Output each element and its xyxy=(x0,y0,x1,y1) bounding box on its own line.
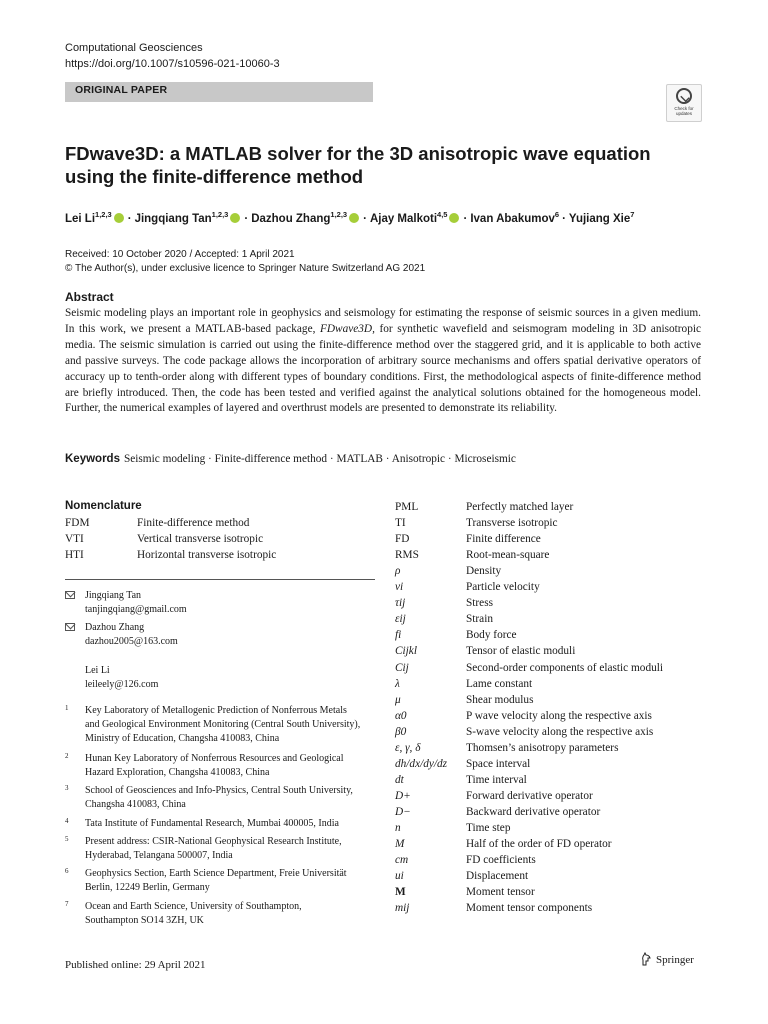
symbol-row xyxy=(395,692,735,708)
affiliation xyxy=(65,900,385,928)
keywords-text: Seismic modeling · Finite-difference method · MATLAB · Anisotropic · Microseismic xyxy=(123,453,516,465)
symbol: ρ xyxy=(395,565,401,577)
nomenclature-desc: Vertical transverse isotropic xyxy=(137,533,264,545)
publisher-name: Springer xyxy=(656,954,694,966)
symbol-desc: Time step xyxy=(466,822,511,834)
symbol-row xyxy=(395,868,735,884)
symbol-desc: Time interval xyxy=(466,774,527,786)
affiliation-line: Southampton SO14 3ZH, UK xyxy=(85,915,204,926)
symbol-desc: Forward derivative operator xyxy=(466,790,593,802)
author-separator: · xyxy=(244,213,249,225)
footnote-rule xyxy=(65,579,375,580)
symbol-row xyxy=(395,708,735,724)
affiliation-line: Geophysics Section, Earth Science Department, Freie Universität xyxy=(85,868,347,879)
badge-text: Check for updates xyxy=(674,106,694,116)
nomenclature-row xyxy=(65,547,375,563)
abstract-part-2: for synthetic wavefield and seismogram modeling in 3D anisotropic media. The seismic simulation is carried out using the finite-difference method over the staggered grid, and it is applicable to both active and passive surveys. The code package allows the incorporation of arbitrary source mechanisms and offers spatial derivative operators of accuracy up to tenth-order along with different types of boundary conditions. First, the methodological aspects of finite-difference method are briefly introduced. Then, the code has been tested and verified against the analytical solutions obtained for the homogeneous model. Further, the numerical examples of layered and overthrust models are presented to demonstrate its reliability. xyxy=(65,322,702,415)
symbol: FD xyxy=(395,533,410,545)
affiliation-line: School of Geosciences and Info-Physics, Central South University, xyxy=(85,785,353,796)
symbol-desc: Tensor of elastic moduli xyxy=(466,645,576,657)
symbol: M xyxy=(395,838,405,850)
affiliation-number: 3 xyxy=(65,784,69,792)
keywords xyxy=(65,452,516,467)
nomenclature-abbr: HTI xyxy=(65,549,84,561)
symbol-desc: Thomsen’s anisotropy parameters xyxy=(466,742,619,754)
symbol-desc: Moment tensor xyxy=(466,886,535,898)
symbol: D− xyxy=(395,806,411,818)
symbol: λ xyxy=(395,678,400,690)
author-affiliation-marker: 1,2,3 xyxy=(95,210,112,219)
symbol-row xyxy=(395,579,735,595)
nomenclature-row xyxy=(65,515,375,531)
paper-title xyxy=(65,142,685,188)
affiliation xyxy=(65,752,385,780)
nomenclature-abbr: VTI xyxy=(65,533,84,545)
affiliation-line: Hunan Key Laboratory of Nonferrous Resources and Geological xyxy=(85,753,344,764)
affiliation-line: and Geological Environment Monitoring (Central South University), xyxy=(85,719,361,730)
orcid-icon[interactable] xyxy=(449,213,459,223)
symbol-row xyxy=(395,788,735,804)
affiliation-line: Changsha 410083, China xyxy=(85,799,186,810)
orcid-icon[interactable] xyxy=(230,213,240,223)
symbol: εij xyxy=(395,613,406,625)
symbol-row xyxy=(395,595,735,611)
affiliation-line: Tata Institute of Fundamental Research, Mumbai 400005, India xyxy=(85,818,339,829)
symbol-row xyxy=(395,643,735,659)
symbol: M xyxy=(395,886,406,898)
symbol: fi xyxy=(395,629,402,641)
symbol: Cijkl xyxy=(395,645,417,657)
symbol-row xyxy=(395,852,735,868)
envelope-icon xyxy=(65,591,75,599)
abstract-text xyxy=(65,306,701,417)
symbol: β0 xyxy=(395,726,407,738)
affiliation-line: Hyderabad, Telangana 500007, India xyxy=(85,850,233,861)
received-accepted: Received: 10 October 2020 / Accepted: 1 April 2021 xyxy=(65,249,295,260)
symbol: D+ xyxy=(395,790,411,802)
symbol-desc: Perfectly matched layer xyxy=(466,501,574,513)
symbol-desc: S-wave velocity along the respective axis xyxy=(466,726,654,738)
keywords-label: Keywords xyxy=(65,453,120,465)
symbol-row xyxy=(395,900,735,916)
affiliation-line: Key Laboratory of Metallogenic Prediction of Nonferrous Metals xyxy=(85,705,347,716)
contact-block xyxy=(65,589,375,617)
symbol-row xyxy=(395,531,735,547)
contact-email[interactable]: tanjingqiang@gmail.com xyxy=(85,604,187,615)
symbol-row xyxy=(395,563,735,579)
affiliation-number: 6 xyxy=(65,867,69,875)
nomenclature-desc: Finite-difference method xyxy=(137,517,250,529)
symbol-desc: P wave velocity along the respective axis xyxy=(466,710,652,722)
contact-name: Dazhou Zhang xyxy=(85,622,145,633)
symbol: RMS xyxy=(395,549,419,561)
symbol: n xyxy=(395,822,401,834)
symbol: PML xyxy=(395,501,419,513)
abstract-heading: Abstract xyxy=(65,290,114,304)
symbol-desc: Shear modulus xyxy=(466,694,534,706)
affiliation-number: 7 xyxy=(65,900,69,908)
symbol-desc: Half of the order of FD operator xyxy=(466,838,612,850)
affiliation-line: Ministry of Education, Changsha 410083, China xyxy=(85,733,280,744)
symbol-row xyxy=(395,804,735,820)
affiliation-number: 1 xyxy=(65,704,69,712)
symbol-row xyxy=(395,515,735,531)
springer-horse-icon xyxy=(640,952,652,966)
affiliation xyxy=(65,704,385,746)
author-affiliation-marker: 4,5 xyxy=(437,210,448,219)
author-separator: · xyxy=(463,213,468,225)
affiliation xyxy=(65,784,385,812)
section-bar xyxy=(65,82,373,102)
symbol: TI xyxy=(395,517,406,529)
orcid-icon[interactable] xyxy=(349,213,359,223)
symbol-desc: Transverse isotropic xyxy=(466,517,558,529)
contact-email[interactable]: leileely@126.com xyxy=(85,679,159,690)
affiliation-line: Ocean and Earth Science, University of Southampton, xyxy=(85,901,302,912)
dates xyxy=(65,248,425,276)
symbol: mij xyxy=(395,902,410,914)
affiliation-line: Berlin, 12249 Berlin, Germany xyxy=(85,882,210,893)
symbol: dh/dx/dy/dz xyxy=(395,758,448,770)
author-list xyxy=(65,206,755,228)
section-label: ORIGINAL PAPER xyxy=(75,84,168,96)
affiliation-number: 4 xyxy=(65,817,69,825)
symbol: dt xyxy=(395,774,404,786)
symbol-desc: Body force xyxy=(466,629,517,641)
check-icon xyxy=(676,88,692,104)
check-for-updates-badge[interactable] xyxy=(666,84,702,122)
symbol-row xyxy=(395,756,735,772)
symbol-desc: Lame constant xyxy=(466,678,533,690)
contact-block xyxy=(65,664,375,692)
orcid-icon[interactable] xyxy=(114,213,124,223)
symbol-row xyxy=(395,627,735,643)
abstract-part-1: Seismic modeling plays an important role in geophysics and seismology for estimating the response of seismic sources in a given medium. In this work, we present a MATLAB-based package, xyxy=(65,307,701,335)
affiliation-line: Hazard Exploration, Changsha 410083, China xyxy=(85,767,270,778)
symbol-desc: Space interval xyxy=(466,758,531,770)
symbol-row xyxy=(395,547,735,563)
affiliation-number: 5 xyxy=(65,835,69,843)
published-online: Published online: 29 April 2021 xyxy=(65,959,206,971)
symbol-row xyxy=(395,836,735,852)
affiliation xyxy=(65,867,385,895)
nomenclature-row xyxy=(65,531,375,547)
affiliation xyxy=(65,835,385,863)
symbol-row xyxy=(395,820,735,836)
contact-block xyxy=(65,621,375,649)
contact-email[interactable]: dazhou2005@163.com xyxy=(85,636,178,647)
symbol-desc: Density xyxy=(466,565,502,577)
symbol-row xyxy=(395,660,735,676)
author-separator: · xyxy=(363,213,367,225)
author-affiliation-marker: 1,2,3 xyxy=(211,210,229,219)
nomenclature-heading: Nomenclature xyxy=(65,500,142,512)
affiliation xyxy=(65,817,385,831)
symbol-row xyxy=(395,740,735,756)
copyright-line: © The Author(s), under exclusive licence to Springer Nature Switzerland AG 2021 xyxy=(65,263,426,274)
contact-name: Jingqiang Tan xyxy=(85,590,142,601)
symbol-desc: Strain xyxy=(466,613,493,625)
author-affiliation-marker: 1,2,3 xyxy=(330,210,348,219)
doi-link[interactable]: https://doi.org/10.1007/s10596-021-10060-3 xyxy=(65,58,280,70)
symbol-row xyxy=(395,499,735,515)
springer-logo[interactable] xyxy=(640,952,694,966)
contact-name: Lei Li xyxy=(85,665,110,676)
symbol: τij xyxy=(395,597,406,609)
symbol-row xyxy=(395,772,735,788)
author-name[interactable]: Lei Li xyxy=(65,213,96,225)
author-name[interactable]: Dazhou Zhang xyxy=(251,213,331,225)
author-affiliation-marker: 7 xyxy=(630,210,635,219)
title-line-2: using the finite-difference method xyxy=(65,166,364,187)
author-name[interactable]: Yujiang Xie xyxy=(568,213,631,225)
symbol-desc: Particle velocity xyxy=(466,581,540,593)
envelope-icon xyxy=(65,623,75,631)
author-affiliation-marker: 6 xyxy=(554,210,560,219)
symbol-row xyxy=(395,884,735,900)
symbol-desc: Stress xyxy=(466,597,493,609)
symbol-desc: Finite difference xyxy=(466,533,541,545)
author-separator: · xyxy=(127,213,132,225)
symbol: ε, γ, δ xyxy=(395,742,421,754)
author-name[interactable]: Ajay Malkoti xyxy=(369,213,438,225)
journal-name: Computational Geosciences xyxy=(65,42,203,54)
symbol: cm xyxy=(395,854,409,866)
symbol-desc: Backward derivative operator xyxy=(466,806,601,818)
symbol: ui xyxy=(395,870,404,882)
affiliation-number: 2 xyxy=(65,752,69,760)
package-name: FDwave3D, xyxy=(320,322,375,335)
author-separator: · xyxy=(562,213,566,225)
symbol: Cij xyxy=(395,662,409,674)
symbol-desc: Root-mean-square xyxy=(466,549,550,561)
symbol-desc: Second-order components of elastic moduli xyxy=(466,662,664,674)
journal-header xyxy=(65,40,280,72)
nomenclature-desc: Horizontal transverse isotropic xyxy=(137,549,277,561)
symbol-row xyxy=(395,676,735,692)
affiliation-line: Present address: CSIR-National Geophysical Research Institute, xyxy=(85,836,342,847)
title-line-1: FDwave3D: a MATLAB solver for the 3D anisotropic wave equation xyxy=(65,143,651,164)
nomenclature-abbr: FDM xyxy=(65,517,90,529)
symbol-desc: FD coefficients xyxy=(466,854,536,866)
symbol-desc: Displacement xyxy=(466,870,529,882)
author-name[interactable]: Jingqiang Tan xyxy=(134,213,212,225)
symbol-desc: Moment tensor components xyxy=(466,902,593,914)
symbol-row xyxy=(395,611,735,627)
symbol: μ xyxy=(395,694,401,706)
author-name[interactable]: Ivan Abakumov xyxy=(470,213,555,225)
symbol: α0 xyxy=(395,710,407,722)
symbol: vi xyxy=(395,581,404,593)
symbol-row xyxy=(395,724,735,740)
